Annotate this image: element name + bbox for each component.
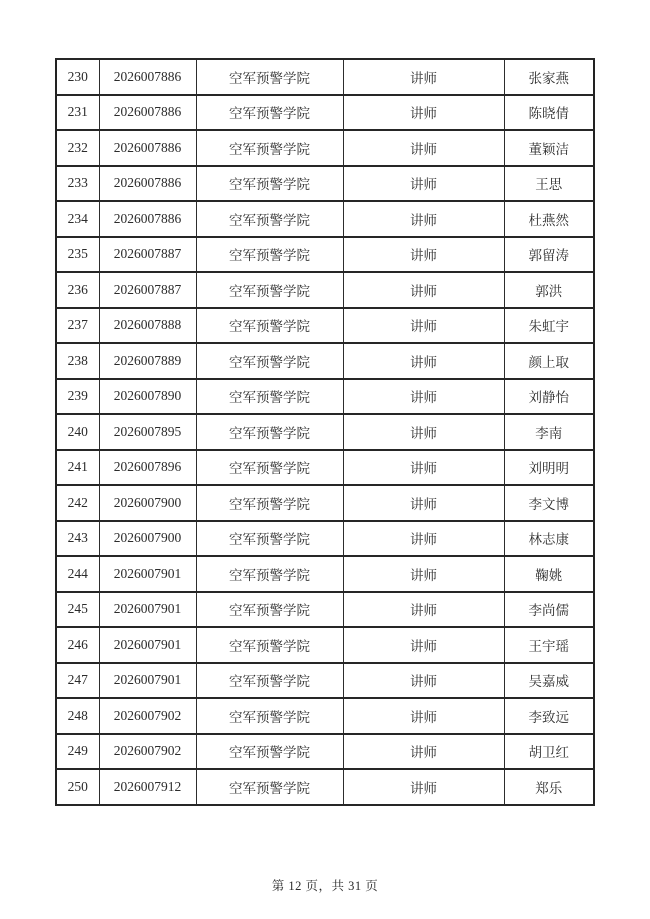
cell-code: 2026007901 (99, 663, 196, 699)
cell-name: 郭留涛 (504, 237, 594, 273)
cell-name: 李南 (504, 414, 594, 450)
cell-title: 讲师 (343, 627, 504, 663)
cell-title: 讲师 (343, 698, 504, 734)
cell-code: 2026007901 (99, 592, 196, 628)
cell-institution: 空军预警学院 (196, 485, 343, 521)
cell-institution: 空军预警学院 (196, 201, 343, 237)
cell-index: 233 (56, 166, 99, 202)
cell-name: 张家燕 (504, 59, 594, 95)
cell-index: 234 (56, 201, 99, 237)
cell-institution: 空军预警学院 (196, 237, 343, 273)
cell-code: 2026007895 (99, 414, 196, 450)
cell-index: 230 (56, 59, 99, 95)
cell-title: 讲师 (343, 272, 504, 308)
table-row (56, 734, 594, 770)
cell-name: 杜燕然 (504, 201, 594, 237)
cell-title: 讲师 (343, 130, 504, 166)
cell-institution: 空军预警学院 (196, 166, 343, 202)
cell-index: 241 (56, 450, 99, 486)
cell-code: 2026007889 (99, 343, 196, 379)
cell-title: 讲师 (343, 95, 504, 131)
table-row (56, 627, 594, 663)
cell-code: 2026007886 (99, 59, 196, 95)
cell-index: 242 (56, 485, 99, 521)
cell-institution: 空军预警学院 (196, 698, 343, 734)
cell-name: 郑乐 (504, 769, 594, 805)
table-row (56, 130, 594, 166)
table-row (56, 556, 594, 592)
cell-title: 讲师 (343, 59, 504, 95)
cell-code: 2026007900 (99, 485, 196, 521)
cell-name: 王思 (504, 166, 594, 202)
cell-index: 244 (56, 556, 99, 592)
cell-institution: 空军预警学院 (196, 769, 343, 805)
page-number-footer: 第 12 页，共 31 页 (271, 879, 379, 893)
cell-code: 2026007896 (99, 450, 196, 486)
table-row (56, 698, 594, 734)
table-row (56, 450, 594, 486)
cell-name: 李致远 (504, 698, 594, 734)
cell-institution: 空军预警学院 (196, 59, 343, 95)
table-row (56, 769, 594, 805)
cell-index: 248 (56, 698, 99, 734)
cell-index: 231 (56, 95, 99, 131)
cell-code: 2026007901 (99, 556, 196, 592)
roster-table-body (56, 59, 594, 805)
cell-name: 董颖洁 (504, 130, 594, 166)
cell-index: 245 (56, 592, 99, 628)
cell-name: 林志康 (504, 521, 594, 557)
cell-institution: 空军预警学院 (196, 556, 343, 592)
cell-title: 讲师 (343, 663, 504, 699)
cell-code: 2026007887 (99, 272, 196, 308)
table-row (56, 521, 594, 557)
cell-title: 讲师 (343, 521, 504, 557)
cell-title: 讲师 (343, 308, 504, 344)
table-row (56, 237, 594, 273)
cell-institution: 空军预警学院 (196, 308, 343, 344)
cell-name: 刘静怡 (504, 379, 594, 415)
cell-title: 讲师 (343, 379, 504, 415)
cell-index: 237 (56, 308, 99, 344)
cell-name: 李文博 (504, 485, 594, 521)
cell-index: 250 (56, 769, 99, 805)
table-row (56, 343, 594, 379)
cell-index: 247 (56, 663, 99, 699)
cell-code: 2026007902 (99, 734, 196, 770)
cell-title: 讲师 (343, 592, 504, 628)
cell-code: 2026007886 (99, 201, 196, 237)
cell-title: 讲师 (343, 343, 504, 379)
roster-table (55, 58, 595, 806)
cell-index: 239 (56, 379, 99, 415)
cell-index: 238 (56, 343, 99, 379)
table-row (56, 59, 594, 95)
cell-institution: 空军预警学院 (196, 95, 343, 131)
cell-code: 2026007901 (99, 627, 196, 663)
cell-name: 郭洪 (504, 272, 594, 308)
cell-name: 胡卫红 (504, 734, 594, 770)
cell-institution: 空军预警学院 (196, 379, 343, 415)
cell-code: 2026007886 (99, 95, 196, 131)
cell-name: 刘明明 (504, 450, 594, 486)
table-row (56, 201, 594, 237)
cell-name: 鞠姚 (504, 556, 594, 592)
cell-title: 讲师 (343, 556, 504, 592)
cell-title: 讲师 (343, 201, 504, 237)
cell-institution: 空军预警学院 (196, 343, 343, 379)
cell-institution: 空军预警学院 (196, 130, 343, 166)
cell-institution: 空军预警学院 (196, 663, 343, 699)
cell-institution: 空军预警学院 (196, 592, 343, 628)
cell-index: 232 (56, 130, 99, 166)
table-row (56, 414, 594, 450)
cell-institution: 空军预警学院 (196, 450, 343, 486)
cell-institution: 空军预警学院 (196, 272, 343, 308)
cell-institution: 空军预警学院 (196, 414, 343, 450)
cell-title: 讲师 (343, 166, 504, 202)
cell-name: 吴嘉威 (504, 663, 594, 699)
cell-index: 235 (56, 237, 99, 273)
cell-code: 2026007886 (99, 166, 196, 202)
cell-title: 讲师 (343, 450, 504, 486)
cell-code: 2026007887 (99, 237, 196, 273)
cell-index: 246 (56, 627, 99, 663)
cell-index: 236 (56, 272, 99, 308)
table-row (56, 379, 594, 415)
cell-index: 240 (56, 414, 99, 450)
cell-name: 王宇瑶 (504, 627, 594, 663)
cell-name: 颜上取 (504, 343, 594, 379)
cell-name: 朱虹宇 (504, 308, 594, 344)
cell-institution: 空军预警学院 (196, 734, 343, 770)
cell-title: 讲师 (343, 414, 504, 450)
cell-index: 249 (56, 734, 99, 770)
table-row (56, 272, 594, 308)
cell-code: 2026007890 (99, 379, 196, 415)
table-row (56, 166, 594, 202)
table-row (56, 663, 594, 699)
cell-code: 2026007886 (99, 130, 196, 166)
cell-code: 2026007888 (99, 308, 196, 344)
cell-index: 243 (56, 521, 99, 557)
cell-title: 讲师 (343, 734, 504, 770)
table-row (56, 308, 594, 344)
table-row (56, 95, 594, 131)
cell-name: 李尚儒 (504, 592, 594, 628)
cell-institution: 空军预警学院 (196, 627, 343, 663)
cell-institution: 空军预警学院 (196, 521, 343, 557)
table-row (56, 592, 594, 628)
cell-title: 讲师 (343, 485, 504, 521)
cell-code: 2026007900 (99, 521, 196, 557)
cell-name: 陈晓倩 (504, 95, 594, 131)
cell-code: 2026007902 (99, 698, 196, 734)
table-row (56, 485, 594, 521)
cell-code: 2026007912 (99, 769, 196, 805)
cell-title: 讲师 (343, 237, 504, 273)
cell-title: 讲师 (343, 769, 504, 805)
